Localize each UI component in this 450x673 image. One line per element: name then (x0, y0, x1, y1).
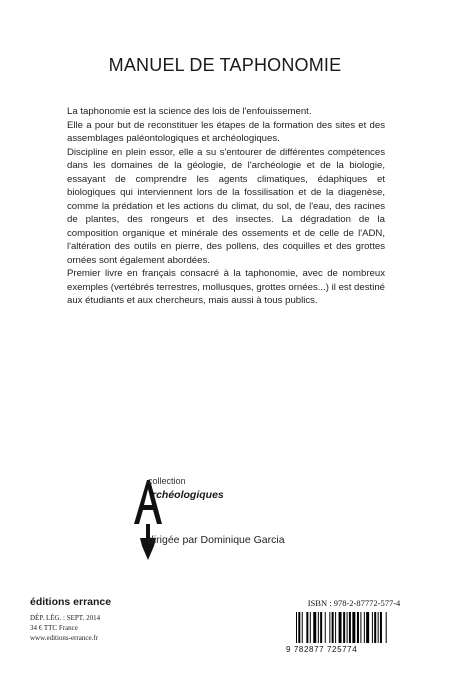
book-title: MANUEL DE TAPHONOMIE (108, 55, 342, 75)
isbn-label: ISBN : 978-2-87772-577-4 (307, 598, 401, 608)
trowel-a-logo-icon (128, 474, 168, 562)
legal-deposit: DÉP. LÉG. : SEPT. 2014 (30, 614, 101, 622)
collection-block (128, 474, 358, 574)
barcode-digits: 9 782877 725774 (286, 645, 358, 654)
collection-name: rchéologiques (152, 489, 224, 501)
publisher-website: www.editions-errance.fr (30, 634, 98, 642)
blurb-paragraph-4: Premier livre en français consacré à la taphonomie, avec de nombreux exemples (vertébrés terrestres, mollusques, grottes ornées...) il est destiné aux étudiants et aux chercheurs, mais aussi à tous publics. (67, 268, 385, 306)
collection-director: dirigée par Dominique Garcia (148, 534, 285, 546)
blurb-paragraph-3: Discipline en plein essor, elle a su s'entourer de différentes compétences dans les domaines de la géologie, de l'archéologie et de la biologie, essayant de comprendre les agents climatiques, édaphiques et biologiques qui interviennent lors de la fossilisation et de la diagenèse, comme la prédation et les actions du climat, du sol, de l'eau, des racines de plantes, des rongeurs et des insectes. La dégradation de la composition organique et minérale des ossements et de celle de l'ADN, l'altération des outils en pierre, des pollens, des coquilles et des grottes ornées sont également abordées. (67, 146, 385, 266)
publisher-name: éditions errance (30, 596, 112, 608)
back-cover-blurb (67, 105, 385, 308)
price: 34 € TTC France (30, 624, 78, 632)
collection-label: collection (148, 476, 186, 486)
blurb-paragraph-1: La taphonomie est la science des lois de l'enfouissement. (67, 106, 312, 117)
blurb-paragraph-2: Elle a pour but de reconstituer les étapes de la formation des sites et des assemblages paléontologiques et archéologiques. (67, 119, 385, 144)
